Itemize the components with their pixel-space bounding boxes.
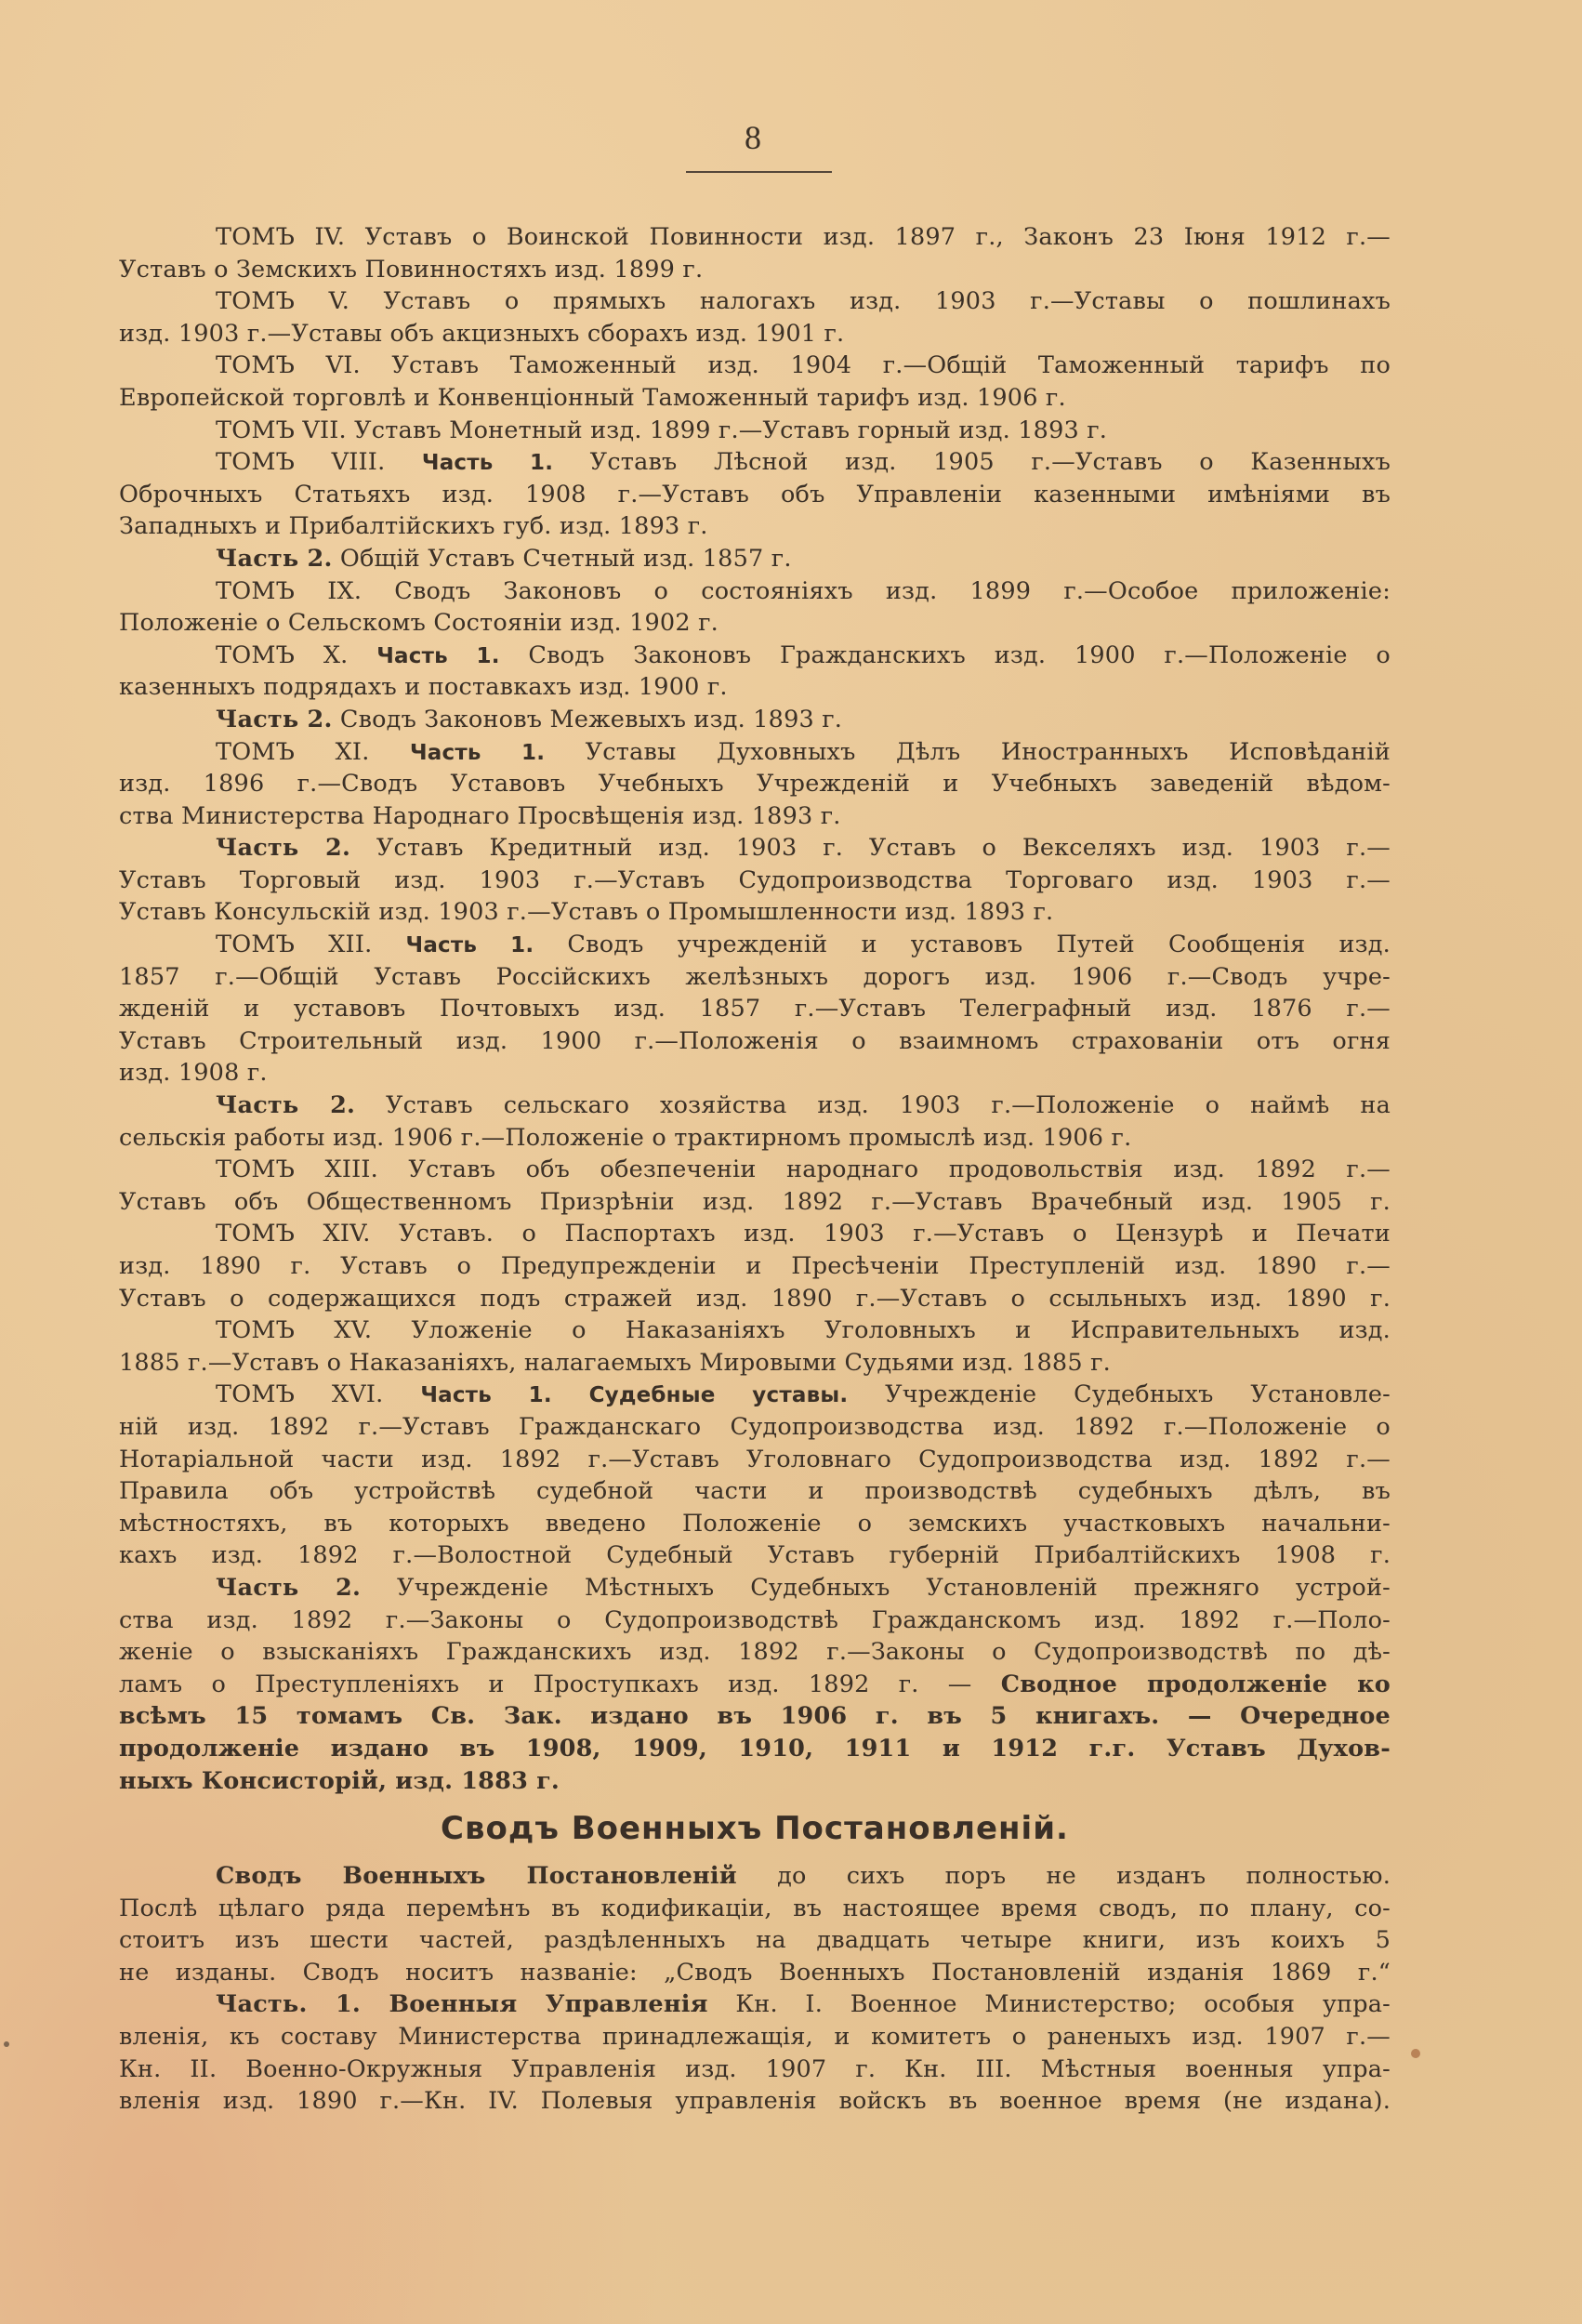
text-run: Общій Уставъ Счетный изд. 1857 г. [332, 544, 792, 573]
text-line [119, 2021, 1391, 2053]
text-run: Уставъ Строительный изд. 1900 г.—Положенія о взаимномъ страхованіи отъ огня [119, 1026, 1391, 1055]
bold-text: Часть 1. [405, 933, 534, 958]
text-run: Сводъ учрежденій и уставовъ Путей Сообщенія изд. [534, 931, 1391, 959]
text-run: Положеніе о Сельскомъ Состояніи изд. 1902 г. [119, 609, 718, 638]
text-run: мѣстностяхъ, въ которыхъ введено Положеніе о земскихъ участковыхъ начальни- [119, 1509, 1391, 1538]
text-line [119, 800, 1391, 833]
bold-text: Часть 1. [410, 740, 546, 765]
text-run: ТОМЪ XIII. Уставъ объ обезпеченіи народнаго продовольствія изд. 1892 г.— [216, 1155, 1391, 1184]
bold-text: Часть 2. [216, 1573, 362, 1602]
text-run: ТОМЪ VII. Уставъ Монетный изд. 1899 г.—Уставъ горный изд. 1893 г. [216, 416, 1108, 444]
text-line [119, 1122, 1391, 1155]
text-run: Уставъ Кредитный изд. 1903 г. Уставъ о Векселяхъ изд. 1903 г.— [350, 834, 1391, 863]
text-line [119, 415, 1391, 447]
text-line [119, 607, 1391, 640]
text-line [119, 896, 1391, 929]
text-run: Учрежденіе Мѣстныхъ Судебныхъ Установленій прежняго устрой- [361, 1573, 1391, 1602]
page-number-rule [686, 171, 832, 173]
text-run: изд. 1903 г.—Уставы объ акцизныхъ сборахъ изд. 1901 г. [119, 319, 845, 348]
text-run: ТОМЪ IX. Сводъ Законовъ о состояніяхъ изд. 1899 г.—Особое приложеніе: [216, 576, 1391, 605]
text-run: Сводъ Законовъ Гражданскихъ изд. 1900 г.—Положеніе о [499, 640, 1391, 669]
text-line [119, 575, 1391, 608]
text-line [119, 993, 1391, 1025]
text-line [119, 1444, 1391, 1476]
bold-text: Часть 2. [216, 544, 333, 573]
text-line [119, 1089, 1391, 1122]
bold-text: Часть 1. [421, 451, 554, 476]
text-line [119, 865, 1391, 897]
text-run: ТОМЪ X. [216, 640, 377, 669]
text-run: Кн. I. Военное Министерство; особыя упра- [707, 1990, 1391, 2019]
text-line [119, 704, 1391, 736]
text-line [119, 2085, 1391, 2118]
text-run: Правила объ устройствѣ судебной части и производствѣ судебныхъ дѣлъ, въ [119, 1477, 1391, 1506]
text-line [119, 446, 1391, 479]
text-run: ТОМЪ XIV. Уставъ. о Паспортахъ изд. 1903 г.—Уставъ о Цензурѣ и Печати [216, 1220, 1391, 1248]
text-line [119, 1218, 1391, 1250]
text-run: 1857 г.—Общій Уставъ Россійскихъ желѣзныхъ дорогъ изд. 1906 г.—Сводъ учре- [119, 962, 1391, 991]
text-run: сельскія работы изд. 1906 г.—Положеніе о трактирномъ промыслѣ изд. 1906 г. [119, 1123, 1132, 1152]
text-line [119, 2053, 1391, 2086]
text-run: ТОМЪ IV. Уставъ о Воинской Повинности изд. 1897 г., Законъ 23 Іюня 1912 г.— [216, 223, 1391, 251]
text-line [119, 1475, 1391, 1508]
text-run: изд. 1896 г.—Сводъ Уставовъ Учебныхъ Учрежденій и Учебныхъ заведеній вѣдом- [119, 770, 1391, 799]
paper-stain [1411, 2049, 1420, 2058]
text-line [119, 929, 1391, 961]
text-line [119, 1572, 1391, 1604]
text-run: 1885 г.—Уставъ о Наказаніяхъ, налагаемыхъ Мировыми Судьями изд. 1885 г. [119, 1348, 1111, 1377]
military-codex-section [119, 1860, 1391, 2118]
text-line [119, 1957, 1391, 1989]
codex-volumes-section [119, 221, 1391, 1797]
text-line [119, 736, 1391, 769]
bold-text: Часть 1. Судебные уставы. [420, 1383, 849, 1408]
text-run: Уставы Духовныхъ Дѣлъ Иностранныхъ Исповѣданій [545, 737, 1391, 766]
text-line [119, 1314, 1391, 1347]
text-line [119, 1988, 1391, 2021]
text-run: Уставъ о Земскихъ Повинностяхъ изд. 1899 г. [119, 255, 704, 284]
text-run: кахъ изд. 1892 г.—Волостной Судебный Уставъ губерній Прибалтійскихъ 1908 г. [119, 1541, 1391, 1570]
text-run: Уставъ Торговый изд. 1903 г.—Уставъ Судопроизводства Торговаго изд. 1903 г.— [119, 865, 1391, 894]
paper-stain [4, 2041, 9, 2047]
text-line [119, 1604, 1391, 1637]
text-run: ТОМЪ XVI. [216, 1380, 421, 1409]
bold-text: продолженіе издано въ 1908, 1909, 1910, 1911 и 1912 г.г. Уставъ Духов- [119, 1734, 1391, 1763]
text-run: вленія, къ составу Министерства принадлежащія, и комитетъ о раненыхъ изд. 1907 г.— [119, 2023, 1391, 2052]
text-line [119, 285, 1391, 318]
text-column [119, 221, 1391, 2118]
text-line [119, 479, 1391, 511]
text-run: Уставъ Консульскій изд. 1903 г.—Уставъ о Промышленности изд. 1893 г. [119, 898, 1054, 927]
text-run: стоитъ изъ шести частей, раздѣленныхъ на двадцать четыре книги, изъ коихъ 5 [119, 1926, 1391, 1955]
page-number: 8 [745, 119, 761, 156]
text-line [119, 1700, 1391, 1733]
text-line [119, 1025, 1391, 1058]
text-line [119, 1733, 1391, 1765]
text-line [119, 961, 1391, 994]
text-run: Европейской торговлѣ и Конвенціонный Таможенный тарифъ изд. 1906 г. [119, 383, 1066, 412]
text-line [119, 640, 1391, 672]
text-line [119, 1379, 1391, 1411]
text-run: Оброчныхъ Статьяхъ изд. 1908 г.—Уставъ объ Управленіи казенными имѣніями въ [119, 480, 1391, 508]
text-line [119, 543, 1391, 575]
text-run: Уставъ Лѣсной изд. 1905 г.—Уставъ о Казенныхъ [553, 448, 1391, 477]
text-run: ства Министерства Народнаго Просвѣщенія изд. 1893 г. [119, 801, 841, 830]
text-run: женіе о взысканіяхъ Гражданскихъ изд. 1892 г.—Законы о Судопроизводствѣ по дѣ- [119, 1638, 1391, 1667]
bold-text: Часть 2. [216, 705, 333, 733]
text-run: ламъ о Преступленіяхъ и Проступкахъ изд. 1892 г. — [119, 1670, 1001, 1698]
bold-text: ныхъ Консисторій, изд. 1883 г. [119, 1766, 560, 1795]
text-run: ства изд. 1892 г.—Законы о Судопроизводствѣ Гражданскомъ изд. 1892 г.—Поло- [119, 1605, 1391, 1634]
text-run: казенныхъ подрядахъ и поставкахъ изд. 1900 г. [119, 673, 728, 702]
bold-text: Часть 2. [216, 1091, 356, 1120]
text-run: Уставъ о содержащихся подъ стражей изд. 1890 г.—Уставъ о ссыльныхъ изд. 1890 г. [119, 1284, 1391, 1313]
text-line [119, 1924, 1391, 1957]
text-run: ТОМЪ XII. [216, 931, 406, 959]
text-run: Нотаріальной части изд. 1892 г.—Уставъ Уголовнаго Судопроизводства изд. 1892 г.— [119, 1445, 1391, 1473]
text-line [119, 1765, 1391, 1798]
text-line [119, 1283, 1391, 1315]
text-line [119, 221, 1391, 254]
text-line [119, 1860, 1391, 1893]
text-line [119, 350, 1391, 382]
text-run: не изданы. Сводъ носитъ названіе: „Сводъ Военныхъ Постановленій изданія 1869 г.“ [119, 1958, 1391, 1987]
text-run: Уставъ сельскаго хозяйства изд. 1903 г.—Положеніе о наймѣ на [355, 1091, 1391, 1120]
text-run: ТОМЪ XI. [216, 737, 410, 766]
text-run: вленія изд. 1890 г.—Кн. IV. Полевыя управленія войскъ въ военное время (не издана). [119, 2087, 1391, 2116]
text-run: ній изд. 1892 г.—Уставъ Гражданскаго Судопроизводства изд. 1892 г.—Положеніе о [119, 1412, 1391, 1441]
text-line [119, 1250, 1391, 1283]
text-line [119, 1893, 1391, 1925]
text-line [119, 254, 1391, 286]
text-line [119, 1186, 1391, 1219]
text-line [119, 1508, 1391, 1540]
text-run: ТОМЪ VIII. [216, 448, 422, 477]
bold-text: Часть 2. [216, 834, 351, 863]
text-line [119, 318, 1391, 350]
text-line [119, 1411, 1391, 1444]
bold-text: Сводное продолженіе ко [1000, 1670, 1391, 1698]
bold-text: Сводъ Военныхъ Постановленій [216, 1862, 737, 1891]
text-run: ТОМЪ VI. Уставъ Таможенный изд. 1904 г.—Общій Таможенный тарифъ по [216, 351, 1391, 380]
bold-text: всѣмъ 15 томамъ Св. Зак. издано въ 1906 г. въ 5 книгахъ. — Очередное [119, 1702, 1391, 1731]
section-title-military-codex: Сводъ Военныхъ Постановленій. [441, 1810, 1069, 1848]
text-run: Сводъ Законовъ Межевыхъ изд. 1893 г. [332, 705, 843, 733]
text-line [119, 1057, 1391, 1089]
text-run: до сихъ поръ не изданъ полностью. [736, 1862, 1391, 1891]
text-run: ТОМЪ V. Уставъ о прямыхъ налогахъ изд. 1903 г.—Уставы о пошлинахъ [216, 287, 1391, 316]
text-run: Учрежденіе Судебныхъ Установле- [848, 1380, 1391, 1409]
text-line [119, 382, 1391, 415]
text-run: ТОМЪ XV. Уложеніе о Наказаніяхъ Уголовныхъ и Исправительныхъ изд. [216, 1316, 1391, 1345]
text-run: Послѣ цѣлаго ряда перемѣнъ въ кодификаціи, въ настоящее время сводъ, по плану, со- [119, 1894, 1391, 1922]
text-line [119, 1154, 1391, 1186]
text-run: Уставъ объ Общественномъ Призрѣніи изд. 1892 г.—Уставъ Врачебный изд. 1905 г. [119, 1187, 1391, 1216]
text-line [119, 1347, 1391, 1380]
text-run: изд. 1890 г. Уставъ о Предупрежденіи и Пресѣченіи Преступленій изд. 1890 г.— [119, 1252, 1391, 1280]
text-line [119, 1636, 1391, 1669]
text-line [119, 832, 1391, 865]
bold-text: Часть 1. [376, 643, 500, 668]
text-line [119, 510, 1391, 543]
bold-text: Часть. 1. Военныя Управленія [216, 1990, 708, 2019]
text-run: Кн. II. Военно-Окружныя Управленія изд. 1907 г. Кн. III. Мѣстныя военныя упра- [119, 2054, 1391, 2083]
text-line [119, 671, 1391, 704]
text-line [119, 1669, 1391, 1701]
text-run: Западныхъ и Прибалтійскихъ губ. изд. 1893 г. [119, 512, 708, 541]
text-line [119, 768, 1391, 800]
text-line [119, 1539, 1391, 1572]
text-run: изд. 1908 г. [119, 1059, 268, 1088]
text-run: жденій и уставовъ Почтовыхъ изд. 1857 г.—Уставъ Телеграфный изд. 1876 г.— [119, 995, 1391, 1023]
